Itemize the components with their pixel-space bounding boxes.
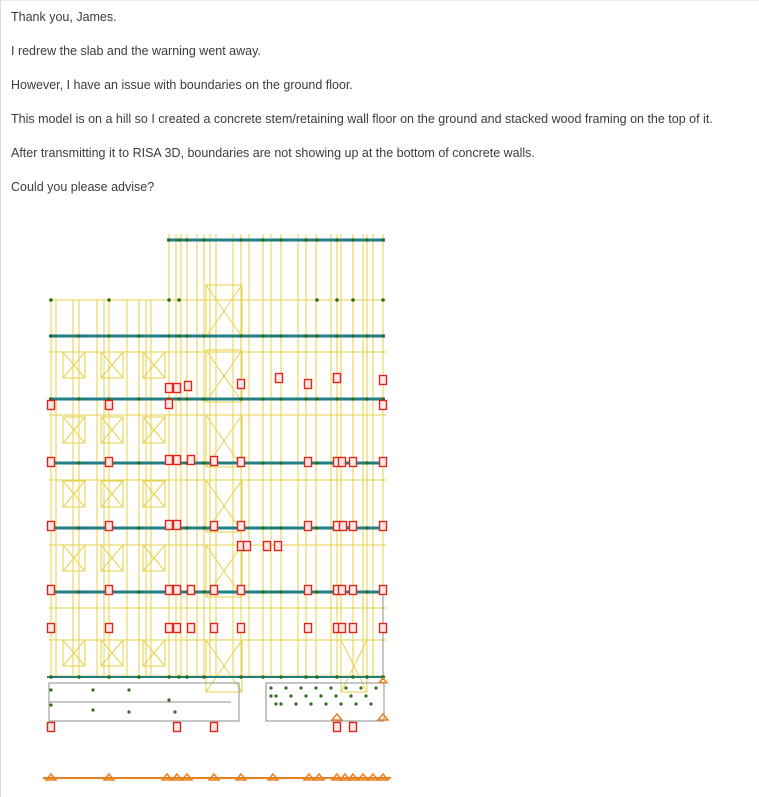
node [202, 397, 206, 401]
node [365, 590, 369, 594]
node [167, 298, 171, 302]
node [185, 675, 189, 679]
node [202, 238, 206, 242]
node [239, 334, 243, 338]
node [167, 698, 170, 701]
node [167, 334, 171, 338]
node [279, 702, 282, 705]
boundary-marker-icon [211, 522, 218, 531]
boundary-marker-icon [238, 380, 245, 389]
node [335, 397, 339, 401]
node [335, 334, 339, 338]
node [202, 334, 206, 338]
node [239, 238, 243, 242]
boundary-marker-icon [106, 522, 113, 531]
node [77, 526, 81, 530]
node [319, 694, 322, 697]
node [381, 238, 385, 242]
boundary-marker-icon [339, 624, 346, 633]
node [107, 675, 111, 679]
boundary-marker-icon [166, 456, 173, 465]
node [185, 334, 189, 338]
node [77, 675, 81, 679]
node [315, 334, 319, 338]
node [279, 238, 283, 242]
node [315, 675, 319, 679]
node [49, 298, 53, 302]
message-line: However, I have an issue with boundaries on the ground floor. [11, 78, 353, 92]
boundary-marker-icon [305, 586, 312, 595]
node [261, 675, 265, 679]
node [167, 238, 171, 242]
support-icon [332, 714, 342, 720]
boundary-marker-icon [48, 401, 55, 410]
node [137, 590, 141, 594]
node [274, 694, 277, 697]
boundary-marker-icon [339, 458, 346, 467]
boundary-marker-icon [188, 624, 195, 633]
boundary-marker-icon [106, 401, 113, 410]
node [365, 334, 369, 338]
boundary-marker-icon [211, 624, 218, 633]
boundary-marker-icon [380, 522, 387, 531]
boundary-marker-icon [275, 542, 282, 551]
node [239, 397, 243, 401]
boundary-marker-icon [350, 586, 357, 595]
node [137, 461, 141, 465]
node [335, 238, 339, 242]
boundary-marker-icon [350, 458, 357, 467]
node [365, 526, 369, 530]
node [304, 397, 308, 401]
concrete-wall [266, 683, 384, 721]
node [91, 688, 94, 691]
node [261, 334, 265, 338]
boundary-marker-icon [211, 457, 218, 466]
boundary-marker-icon [276, 374, 283, 383]
node [351, 298, 355, 302]
boundary-marker-icon [238, 624, 245, 633]
boundary-marker-icon [166, 624, 173, 633]
boundary-marker-icon [174, 384, 181, 393]
support-icon [379, 678, 387, 683]
node [279, 397, 283, 401]
node [49, 334, 53, 338]
boundary-marker-icon [106, 458, 113, 467]
node [279, 334, 283, 338]
node [351, 238, 355, 242]
node [289, 694, 292, 697]
node [279, 590, 283, 594]
node [344, 686, 347, 689]
node [365, 238, 369, 242]
node [137, 397, 141, 401]
node [127, 710, 130, 713]
boundary-marker-icon [174, 521, 181, 530]
node [324, 702, 327, 705]
node [335, 675, 339, 679]
node [177, 298, 181, 302]
boundary-marker-icon [211, 723, 218, 732]
node [261, 526, 265, 530]
structural-model-drawing [41, 228, 396, 793]
boundary-marker-icon [380, 586, 387, 595]
node [349, 694, 352, 697]
node [239, 675, 243, 679]
node [261, 238, 265, 242]
boundary-marker-icon [48, 522, 55, 531]
node [202, 590, 206, 594]
boundary-marker-icon [166, 586, 173, 595]
node [261, 397, 265, 401]
message-line: After transmitting it to RISA 3D, boundaries are not showing up at the bottom of concrete walls. [11, 146, 535, 160]
node [279, 675, 283, 679]
node [299, 686, 302, 689]
node [284, 686, 287, 689]
boundary-marker-icon [106, 624, 113, 633]
node [365, 675, 369, 679]
boundary-marker-icon [305, 458, 312, 467]
node [314, 686, 317, 689]
node [177, 334, 181, 338]
boundary-marker-icon [238, 586, 245, 595]
node [354, 702, 357, 705]
structural-model-image[interactable] [41, 228, 396, 793]
node [77, 334, 81, 338]
node [304, 694, 307, 697]
boundary-marker-icon [350, 723, 357, 732]
node [315, 526, 319, 530]
message-line: Could you please advise? [11, 180, 155, 194]
boundary-marker-icon [48, 458, 55, 467]
boundary-marker-icon [238, 522, 245, 531]
boundary-marker-icon [106, 586, 113, 595]
node [279, 526, 283, 530]
boundary-marker-icon [188, 456, 195, 465]
node [185, 397, 189, 401]
boundary-marker-icon [174, 456, 181, 465]
node [315, 461, 319, 465]
node [381, 334, 385, 338]
node [137, 675, 141, 679]
node [304, 238, 308, 242]
boundary-marker-icon [166, 521, 173, 530]
boundary-marker-icon [48, 624, 55, 633]
boundary-marker-icon [350, 522, 357, 531]
node [304, 334, 308, 338]
message-line: Thank you, James. [11, 10, 117, 24]
boundary-marker-icon [238, 458, 245, 467]
node [177, 675, 181, 679]
node [49, 703, 52, 706]
node [329, 686, 332, 689]
node [177, 238, 181, 242]
node [274, 702, 277, 705]
node [185, 526, 189, 530]
boundary-marker-icon [305, 624, 312, 633]
node [279, 461, 283, 465]
support-icon [378, 714, 388, 720]
node [49, 675, 53, 679]
node [107, 298, 111, 302]
boundary-marker-icon [174, 624, 181, 633]
boundary-marker-icon [188, 586, 195, 595]
node [374, 686, 377, 689]
node [77, 461, 81, 465]
node [359, 686, 362, 689]
node [77, 397, 81, 401]
node [351, 397, 355, 401]
node [351, 675, 355, 679]
node [202, 461, 206, 465]
node [335, 298, 339, 302]
node [77, 590, 81, 594]
node [202, 526, 206, 530]
node [177, 397, 181, 401]
boundary-marker-icon [166, 400, 173, 409]
node [315, 238, 319, 242]
boundary-marker-icon [339, 586, 346, 595]
boundary-marker-icon [185, 382, 192, 391]
boundary-marker-icon [174, 586, 181, 595]
boundary-marker-icon [264, 542, 271, 551]
node [167, 675, 171, 679]
node [315, 298, 319, 302]
boundary-marker-icon [380, 401, 387, 410]
boundary-marker-icon [166, 384, 173, 393]
node [185, 238, 189, 242]
boundary-marker-icon [244, 542, 251, 551]
boundary-marker-icon [350, 624, 357, 633]
boundary-marker-icon [380, 376, 387, 385]
boundary-marker-icon [174, 723, 181, 732]
node [107, 334, 111, 338]
node [351, 334, 355, 338]
divider [1, 0, 759, 1]
message-line: This model is on a hill so I created a concrete stem/retaining wall floor on the ground and stacked wood framing on the top of it. [11, 112, 713, 126]
node [261, 590, 265, 594]
node [364, 694, 367, 697]
boundary-marker-icon [48, 586, 55, 595]
node [309, 702, 312, 705]
node [127, 688, 130, 691]
boundary-marker-icon [380, 458, 387, 467]
node [269, 686, 272, 689]
node [137, 526, 141, 530]
boundary-marker-icon [340, 522, 347, 531]
node [261, 461, 265, 465]
boundary-marker-icon [305, 380, 312, 389]
boundary-marker-icon [380, 624, 387, 633]
message-line: I redrew the slab and the warning went away. [11, 44, 261, 58]
boundary-marker-icon [334, 374, 341, 383]
node [294, 702, 297, 705]
node [315, 590, 319, 594]
boundary-marker-icon [334, 723, 341, 732]
node [173, 710, 176, 713]
node [269, 694, 272, 697]
node [339, 702, 342, 705]
boundary-marker-icon [211, 586, 218, 595]
node [369, 702, 372, 705]
node [304, 675, 308, 679]
node [315, 397, 319, 401]
node [202, 675, 206, 679]
boundary-marker-icon [48, 723, 55, 732]
node [365, 397, 369, 401]
node [334, 694, 337, 697]
boundary-marker-icon [305, 522, 312, 531]
node [137, 334, 141, 338]
node [381, 298, 385, 302]
node [91, 708, 94, 711]
node [365, 461, 369, 465]
node [49, 688, 52, 691]
